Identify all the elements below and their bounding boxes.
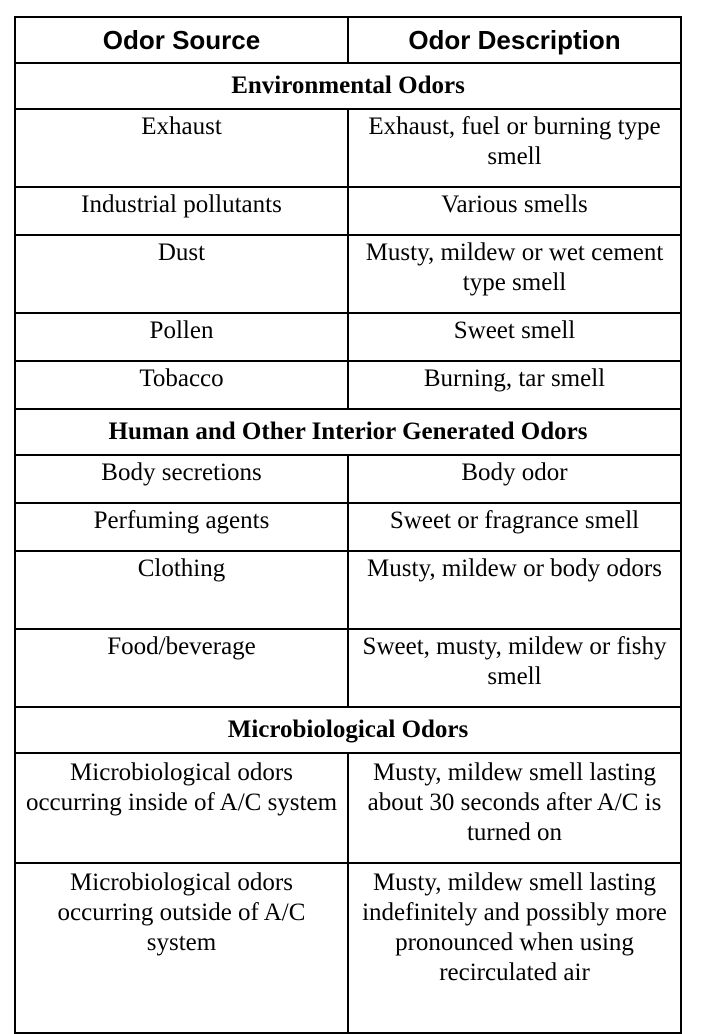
- table-row: [15, 455, 681, 503]
- table-row: [15, 187, 681, 235]
- section-row-microbiological: [15, 707, 681, 753]
- odor-source-cell: Body secretions: [15, 455, 348, 503]
- odor-source-cell: Industrial pollutants: [15, 187, 348, 235]
- odor-description-cell: Musty, mildew or wet cement type smell: [348, 235, 681, 313]
- odor-table: [14, 16, 682, 1034]
- odor-description-cell: Exhaust, fuel or burning type smell: [348, 109, 681, 187]
- odor-source-cell: Food/beverage: [15, 629, 348, 707]
- table-row: [15, 629, 681, 707]
- header-odor-source: Odor Source: [15, 17, 348, 63]
- odor-description-cell: Sweet, musty, mildew or fishy smell: [348, 629, 681, 707]
- odor-source-cell: Microbiological odors occurring outside of A/C system: [15, 863, 348, 1033]
- odor-description-cell: Sweet or fragrance smell: [348, 503, 681, 551]
- section-title: Human and Other Interior Generated Odors: [15, 409, 681, 455]
- table-row: [15, 313, 681, 361]
- section-title: Environmental Odors: [15, 63, 681, 109]
- odor-source-cell: Perfuming agents: [15, 503, 348, 551]
- header-row: [15, 17, 681, 63]
- odor-description-cell: Sweet smell: [348, 313, 681, 361]
- odor-description-cell: Various smells: [348, 187, 681, 235]
- odor-source-cell: Dust: [15, 235, 348, 313]
- table-row: [15, 551, 681, 629]
- odor-source-cell: Microbiological odors occurring inside of A/C system: [15, 753, 348, 863]
- table-row: [15, 109, 681, 187]
- table-row: [15, 863, 681, 1033]
- odor-description-cell: Musty, mildew smell lasting about 30 seconds after A/C is turned on: [348, 753, 681, 863]
- table-row: [15, 503, 681, 551]
- table-row: [15, 235, 681, 313]
- odor-source-cell: Tobacco: [15, 361, 348, 409]
- odor-description-cell: Musty, mildew smell lasting indefinitely and possibly more pronounced when using recirculated air: [348, 863, 681, 1033]
- section-row-human-interior: [15, 409, 681, 455]
- section-title: Microbiological Odors: [15, 707, 681, 753]
- table-row: [15, 361, 681, 409]
- odor-description-cell: Burning, tar smell: [348, 361, 681, 409]
- odor-description-cell: Musty, mildew or body odors: [348, 551, 681, 629]
- odor-source-cell: Exhaust: [15, 109, 348, 187]
- odor-source-cell: Clothing: [15, 551, 348, 629]
- odor-source-cell: Pollen: [15, 313, 348, 361]
- header-odor-description: Odor Description: [348, 17, 681, 63]
- odor-description-cell: Body odor: [348, 455, 681, 503]
- section-row-environmental: [15, 63, 681, 109]
- table-row: [15, 753, 681, 863]
